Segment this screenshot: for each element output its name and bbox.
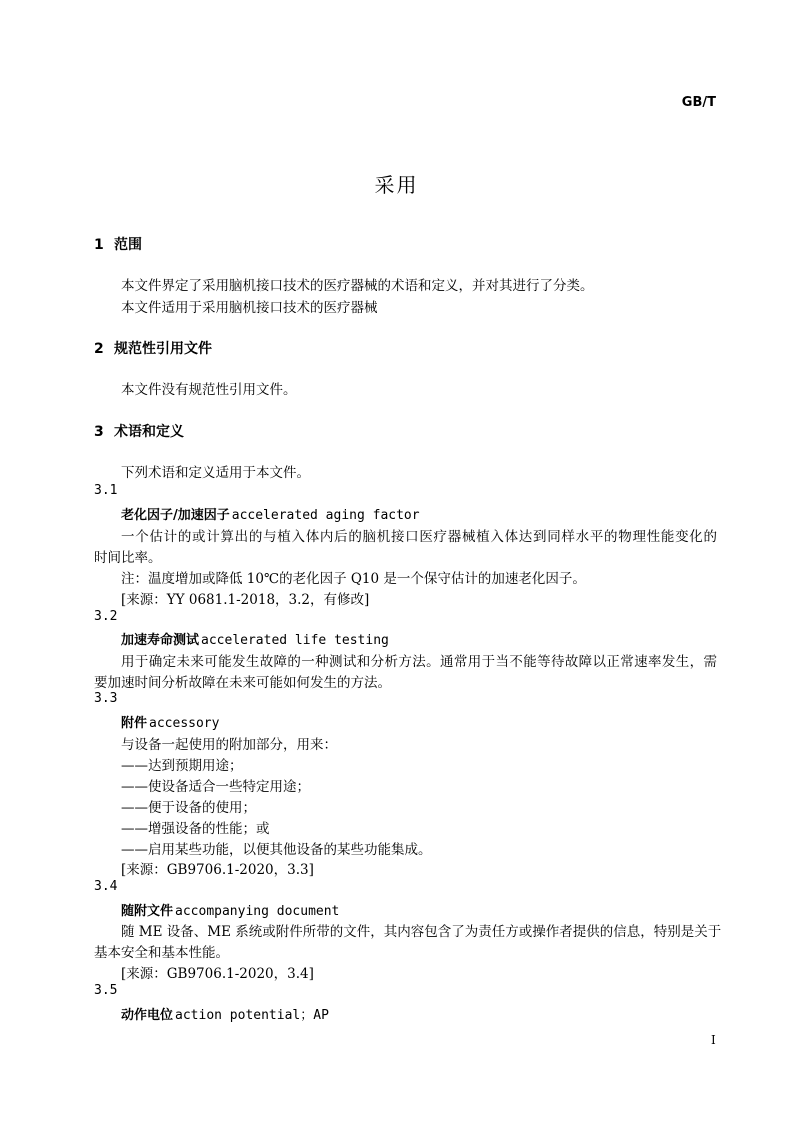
note: 注：温度增加或降低 10℃的老化因子 Q10 是一个保守估计的加速老化因子。: [121, 571, 586, 587]
source-reference: [来源：YY 0681.1-2018，3.2，有修改]: [121, 592, 370, 608]
term-en: accelerated aging factor: [231, 508, 420, 523]
section-title: 范围: [114, 237, 142, 253]
definition-line: 时间比率。: [94, 550, 162, 566]
document-title: 采用: [374, 173, 419, 197]
definition-line: 要加速时间分析故障在未来可能如何发生的方法。: [94, 675, 391, 691]
section-heading-scope: [94, 234, 142, 254]
term-en: accompanying document: [175, 904, 340, 919]
paragraph: 本文件界定了采用脑机接口技术的医疗器械的术语和定义，并对其进行了分类。: [121, 278, 594, 294]
clause-number: 3.1: [94, 483, 118, 498]
source-reference: [来源：GB9706.1-2020，3.4]: [121, 966, 314, 982]
term-heading: [121, 712, 219, 731]
clause-number: 3.5: [94, 983, 118, 998]
list-item: ——使设备适合一些特定用途；: [121, 779, 310, 795]
term-heading: [121, 1004, 329, 1023]
term-heading: [121, 629, 389, 648]
definition-line: 随 ME 设备、ME 系统或附件所带的文件，其内容包含了为责任方或操作者提供的信息，特别是关于: [121, 924, 722, 940]
paragraph: 下列术语和定义适用于本文件。: [121, 465, 310, 481]
term-zh: 老化因子/加速因子: [121, 508, 230, 523]
term-en: accelerated life testing: [201, 633, 389, 648]
definition-line: 基本安全和基本性能。: [94, 945, 229, 961]
clause-number: 3.3: [94, 691, 118, 706]
term-zh: 附件: [121, 716, 148, 731]
section-number: 1: [94, 237, 104, 253]
definition-line: 与设备一起使用的附加部分，用来：: [121, 737, 337, 753]
term-en: accessory: [149, 716, 220, 731]
section-title: 术语和定义: [114, 424, 184, 440]
definition-line: 用于确定未来可能发生故障的一种测试和分析方法。通常用于当不能等待故障以正常速率发生，需: [121, 654, 717, 670]
page-number: I: [711, 1033, 716, 1047]
source-reference: [来源：GB9706.1-2020，3.3]: [121, 862, 314, 878]
section-heading-terms: [94, 421, 184, 441]
list-item: ——启用某些功能，以便其他设备的某些功能集成。: [121, 842, 432, 858]
paragraph: 本文件没有规范性引用文件。: [121, 382, 297, 398]
section-number: 2: [94, 341, 104, 357]
standard-code: GB/T: [681, 95, 716, 110]
term-zh: 加速寿命测试: [121, 633, 200, 648]
term-heading: [121, 900, 339, 919]
term-zh: 动作电位: [121, 1008, 174, 1023]
term-en: action potential；AP: [175, 1008, 329, 1023]
section-number: 3: [94, 424, 104, 440]
list-item: ——达到预期用途；: [121, 758, 243, 774]
list-item: ——增强设备的性能；或: [121, 821, 270, 837]
paragraph: 本文件适用于采用脑机接口技术的医疗器械: [121, 300, 378, 316]
clause-number: 3.2: [94, 609, 118, 624]
term-heading: [121, 504, 420, 523]
term-zh: 随附文件: [121, 904, 174, 919]
section-title: 规范性引用文件: [114, 341, 212, 357]
clause-number: 3.4: [94, 879, 118, 894]
section-heading-refs: [94, 338, 212, 358]
list-item: ——便于设备的使用；: [121, 800, 256, 816]
definition-line: 一个估计的或计算出的与植入体内后的脑机接口医疗器械植入体达到同样水平的物理性能变化的: [121, 529, 717, 545]
